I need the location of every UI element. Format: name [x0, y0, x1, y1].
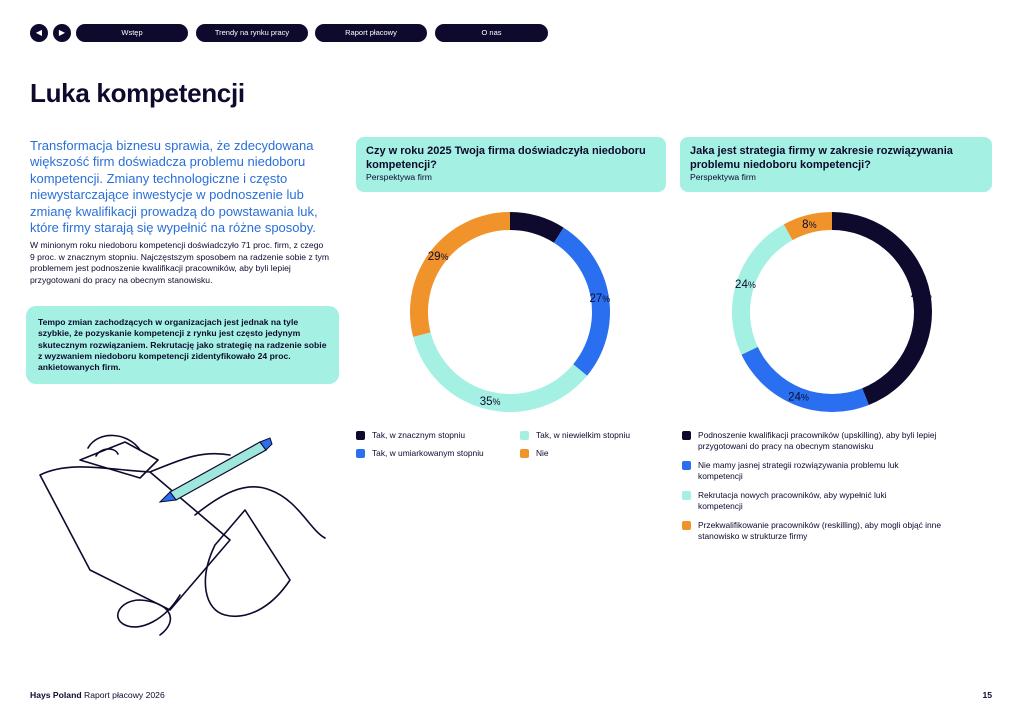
- legend-label: Tak, w umiarkowanym stopniu: [372, 448, 484, 458]
- legend-swatch: [682, 461, 691, 470]
- footer: [30, 690, 165, 700]
- legend-item: [356, 448, 516, 459]
- footer-report: Raport płacowy 2026: [83, 690, 165, 700]
- chart2-donut: [722, 202, 942, 422]
- tab-wstep[interactable]: Wstęp: [76, 24, 188, 42]
- chart2-legend: [682, 430, 952, 550]
- tab-trendy[interactable]: Trendy na rynku pracy: [196, 24, 308, 42]
- legend-label: Nie: [536, 448, 549, 458]
- chevron-right-icon: ▶: [58, 28, 66, 37]
- slice-value-label: 24%: [788, 391, 809, 404]
- slice-value-label: 29%: [427, 251, 449, 264]
- legend-label: Tak, w niewielkim stopniu: [536, 430, 631, 440]
- chart1-title: Czy w roku 2025 Twoja firma doświadczyła niedoboru kompetencji?: [366, 145, 646, 171]
- clipboard-illustration: [30, 420, 340, 640]
- legend-item: [356, 430, 506, 441]
- legend-swatch: [682, 521, 691, 530]
- legend-item: [520, 448, 666, 459]
- legend-item: [520, 430, 666, 441]
- chart1-donut: [400, 202, 620, 422]
- donut-slice: [832, 212, 932, 405]
- legend-item: [682, 460, 952, 482]
- legend-swatch: [682, 491, 691, 500]
- legend-label: Tak, w znacznym stopniu: [372, 430, 466, 440]
- slice-value-label: 24%: [735, 278, 756, 291]
- legend-swatch: [682, 431, 691, 440]
- legend-item: [682, 430, 952, 452]
- chart2-header: [680, 137, 992, 192]
- legend-item: [682, 520, 952, 542]
- legend-swatch: [520, 449, 529, 458]
- chevron-left-icon: ◀: [35, 28, 43, 37]
- slice-value-label: 8%: [802, 218, 817, 231]
- slice-value-label: 27%: [589, 292, 611, 305]
- legend-swatch: [356, 431, 365, 440]
- callout-box: [26, 306, 339, 384]
- body-paragraph: W minionym roku niedoboru kompetencji doświadczyło 71 proc. firm, z czego 9 proc. w znacznym stopniu. Najczęstszym sposobem na radzenie sobie z tym problemem jest podnoszenie kwalifikacji pracowników, aby byli lepiej przygotowani do pracy na obecnym stanowisku.: [30, 240, 329, 285]
- top-navigation: [30, 24, 570, 44]
- legend-swatch: [356, 449, 365, 458]
- chart2-subtitle: Perspektywa firm: [690, 172, 756, 182]
- chart1-header: [356, 137, 666, 192]
- slice-value-label: 35%: [479, 395, 501, 408]
- next-page-button[interactable]: [53, 24, 71, 42]
- legend-label: Podnoszenie kwalifikacji pracowników (upskilling), aby byli lepiej przygotowani do pracy na obecnym stanowisku: [698, 430, 937, 451]
- chart1-subtitle: Perspektywa firm: [366, 172, 432, 182]
- legend-swatch: [520, 431, 529, 440]
- page-number: 15: [982, 690, 992, 700]
- donut-slice: [410, 212, 510, 337]
- legend-item: [682, 490, 952, 512]
- prev-page-button[interactable]: [30, 24, 48, 42]
- tab-o-nas[interactable]: O nas: [435, 24, 548, 42]
- legend-label: Przekwalifikowanie pracowników (reskilling), aby mogli objąć inne stanowisko w strukturze firmy: [698, 520, 941, 541]
- footer-brand: Hays Poland: [30, 690, 82, 700]
- slice-value-label: 44%: [910, 289, 932, 302]
- callout-text: Tempo zmian zachodzących w organizacjach jest jednak na tyle szybkie, że pozyskanie kompetencji z rynku jest często jedynym skutecznym rozwiązaniem. Rekrutację jako strategię na radzenie sobie z wyzwaniem niedoboru kompetencji zidentyfikowało 24 proc. ankietowanych firm.: [38, 317, 327, 373]
- chart1-legend: [356, 430, 666, 470]
- chart2-title: Jaka jest strategia firmy w zakresie rozwiązywania problemu niedoboru kompetencji?: [690, 145, 953, 171]
- lead-paragraph: Transformacja biznesu sprawia, że zdecydowana większość firm doświadcza problemu niedoboru kompetencji. Zmiany technologiczne i często niewystarczające inwestycje w podnoszenie lub zmianę kwalifikacji prowadzą do powstawania luk, które firmy starają się wypełnić na różne sposoby.: [30, 138, 318, 236]
- tab-raport[interactable]: Raport płacowy: [315, 24, 427, 42]
- slice-value-label: 9%: [528, 219, 543, 232]
- legend-label: Rekrutacja nowych pracowników, aby wypełnić luki kompetencji: [698, 490, 887, 511]
- legend-label: Nie mamy jasnej strategii rozwiązywania problemu luk kompetencji: [698, 460, 899, 481]
- page-title: Luka kompetencji: [30, 78, 245, 108]
